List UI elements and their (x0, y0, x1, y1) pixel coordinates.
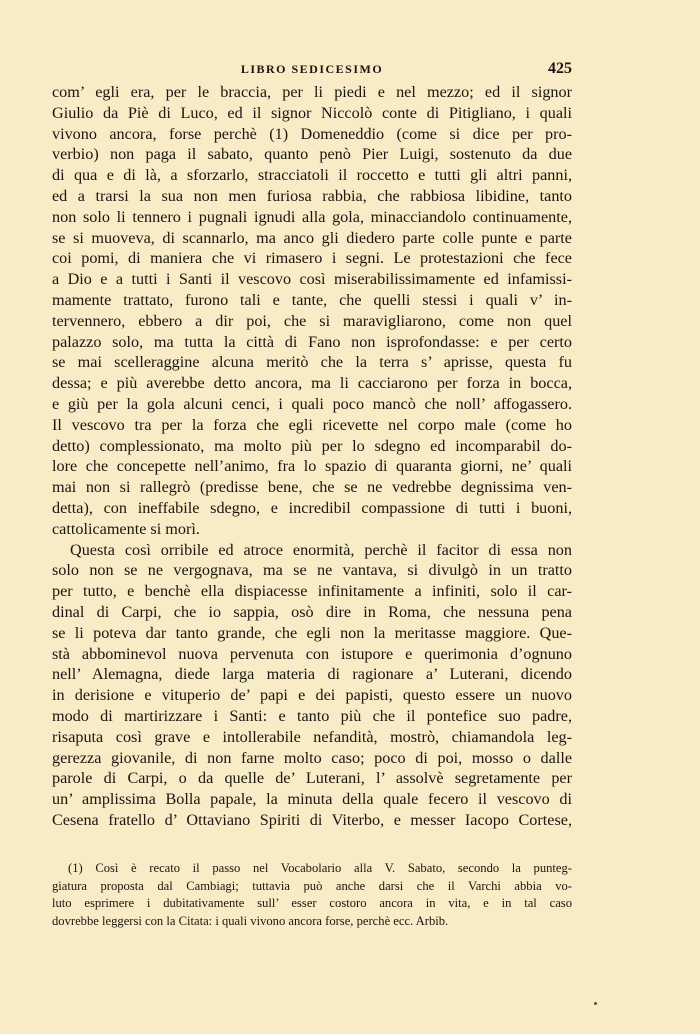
text-line: Cesena fratello d’ Ottaviano Spiriti di Viterbo, e messer Iacopo Cortese, (52, 810, 572, 829)
text-line: dessa; e più averebbe detto ancora, ma li cacciarono per forza in bocca, (52, 374, 572, 393)
footnote-line: luto esprimere i dubitativamente sull’ esser costoro ancora in vita, e in tal caso (52, 896, 572, 910)
text-line: mai non si rallegrò (predisse bene, che se ne vedrebbe degnissima ven- (52, 478, 572, 497)
text-line: gerezza giovanile, di non farne molto caso; poco di poi, mosso o dalle (52, 748, 572, 767)
paper-speck (594, 1002, 597, 1005)
text-line: risaputa così grave e intollerabile nefandità, mostrò, chiamandola leg- (52, 727, 572, 746)
text-line: un’ amplissima Bolla papale, la minuta della quale fecero il vescovo di (52, 790, 572, 809)
text-line: detto) complessionato, ma molto più per lo sdegno ed incomparabil do- (52, 436, 572, 455)
paragraph-end-line: cattolicamente si morì. (52, 519, 200, 538)
text-line: e giù per la gola alcuni cenci, i quali poco mancò che noll’ affogassero. (52, 394, 572, 413)
text-line: Il vescovo tra per la forza che egli ricevette nel corpo male (come ho (52, 415, 572, 434)
text-line: modo di martirizzare i Santi: e tanto più che il pontefice suo padre, (52, 706, 572, 725)
page-number: 425 (548, 60, 572, 77)
footnotes (52, 860, 572, 930)
text-line: verbio) non paga il sabato, quanto penò Pier Luigi, sostenuto da due (52, 145, 572, 164)
footnote-line: (1) Così è recato il passo nel Vocabolario alla V. Sabato, secondo la punteg- (68, 861, 572, 875)
text-line: coi pomi, di maniera che vi rimasero i segni. Le protestazioni che fece (52, 249, 572, 268)
text-line: vivono ancora, forse perchè (1) Domeneddio (come si dice per pro- (52, 124, 572, 143)
text-line: mamente trattato, furono tali e tante, che quelli stessi i quali v’ in- (52, 290, 572, 309)
text-line: tervennero, ebbero a dir poi, che si maravigliarono, come non quel (52, 311, 572, 330)
text-line: parole di Carpi, o da quelle de’ Luterani, l’ assolvè segretamente per (52, 769, 572, 788)
text-line: solo non se ne vergognava, ma se ne vantava, si divulgò in un tratto (52, 561, 572, 580)
text-line: di qua e di là, a sforzarlo, stracciatoli il roccetto e tutti gli altri panni, (52, 166, 572, 185)
text-line: lore che concepette nell’animo, fra lo spazio di quaranta giorni, ne’ quali (52, 457, 572, 476)
text-line: stà abbominevol nuova pervenuta con istupore e querimonia d’ognuno (52, 644, 572, 663)
text-line: se si muoveva, di scannarlo, ma anco gli diedero parte colle punte e parte (52, 228, 572, 247)
text-line: per tutto, e benchè ella dispiacesse infinitamente a infiniti, solo il car- (52, 582, 572, 601)
text-line: non solo li tennero i pugnali ignudi alla gola, minacciandolo continuamente, (52, 207, 572, 226)
footnote-line: giatura proposta dal Cambiagi; tuttavia può anche darsi che il Varchi abbia vo- (52, 878, 572, 893)
paragraph-start-line: Questa così orribile ed atroce enormità, perchè il facitor di essa non (70, 540, 572, 559)
text-line: nell’ Alemagna, diede larga materia di ragionare a’ Luterani, dicendo (52, 665, 572, 684)
text-line: palazzo solo, ma tutta la città di Fano non isprofondasse: e per certo (52, 332, 572, 351)
main-text (52, 82, 572, 831)
text-line: dinal di Carpi, che io sappia, osò dire in Roma, che nessuna pena (52, 602, 572, 621)
text-line: Giulio da Piè di Luco, ed il signor Niccolò conte di Pitigliano, i quali (52, 103, 572, 122)
text-line: ed a trarsi la sua non men furiosa rabbia, che rabbiosa libidine, tanto (52, 186, 572, 205)
running-title: LIBRO SEDICESIMO (240, 62, 384, 76)
text-line: se li poteva dar tanto grande, che egli non la meritasse maggiore. Que- (52, 623, 572, 642)
text-line: detta), con ineffabile sdegno, e incredibil compassione di tutti i buoni, (52, 498, 572, 517)
text-line: a Dio e a tutti i Santi il vescovo così miserabilissimamente ed infamissi- (52, 270, 572, 289)
text-line: com’ egli era, per le braccia, per li piedi e nel mezzo; ed il signor (52, 83, 572, 101)
footnote-line: dovrebbe leggersi con la Citata: i quali vivono ancora forse, perchè ecc. Arbib. (52, 913, 449, 928)
text-line: se mai scelleraggine alcuna meritò che la terra s’ aprisse, questa fu (52, 353, 572, 372)
running-head (52, 62, 572, 82)
text-line: in derisione e vituperio de’ papi e dei papisti, questo essere un nuovo (52, 686, 572, 705)
